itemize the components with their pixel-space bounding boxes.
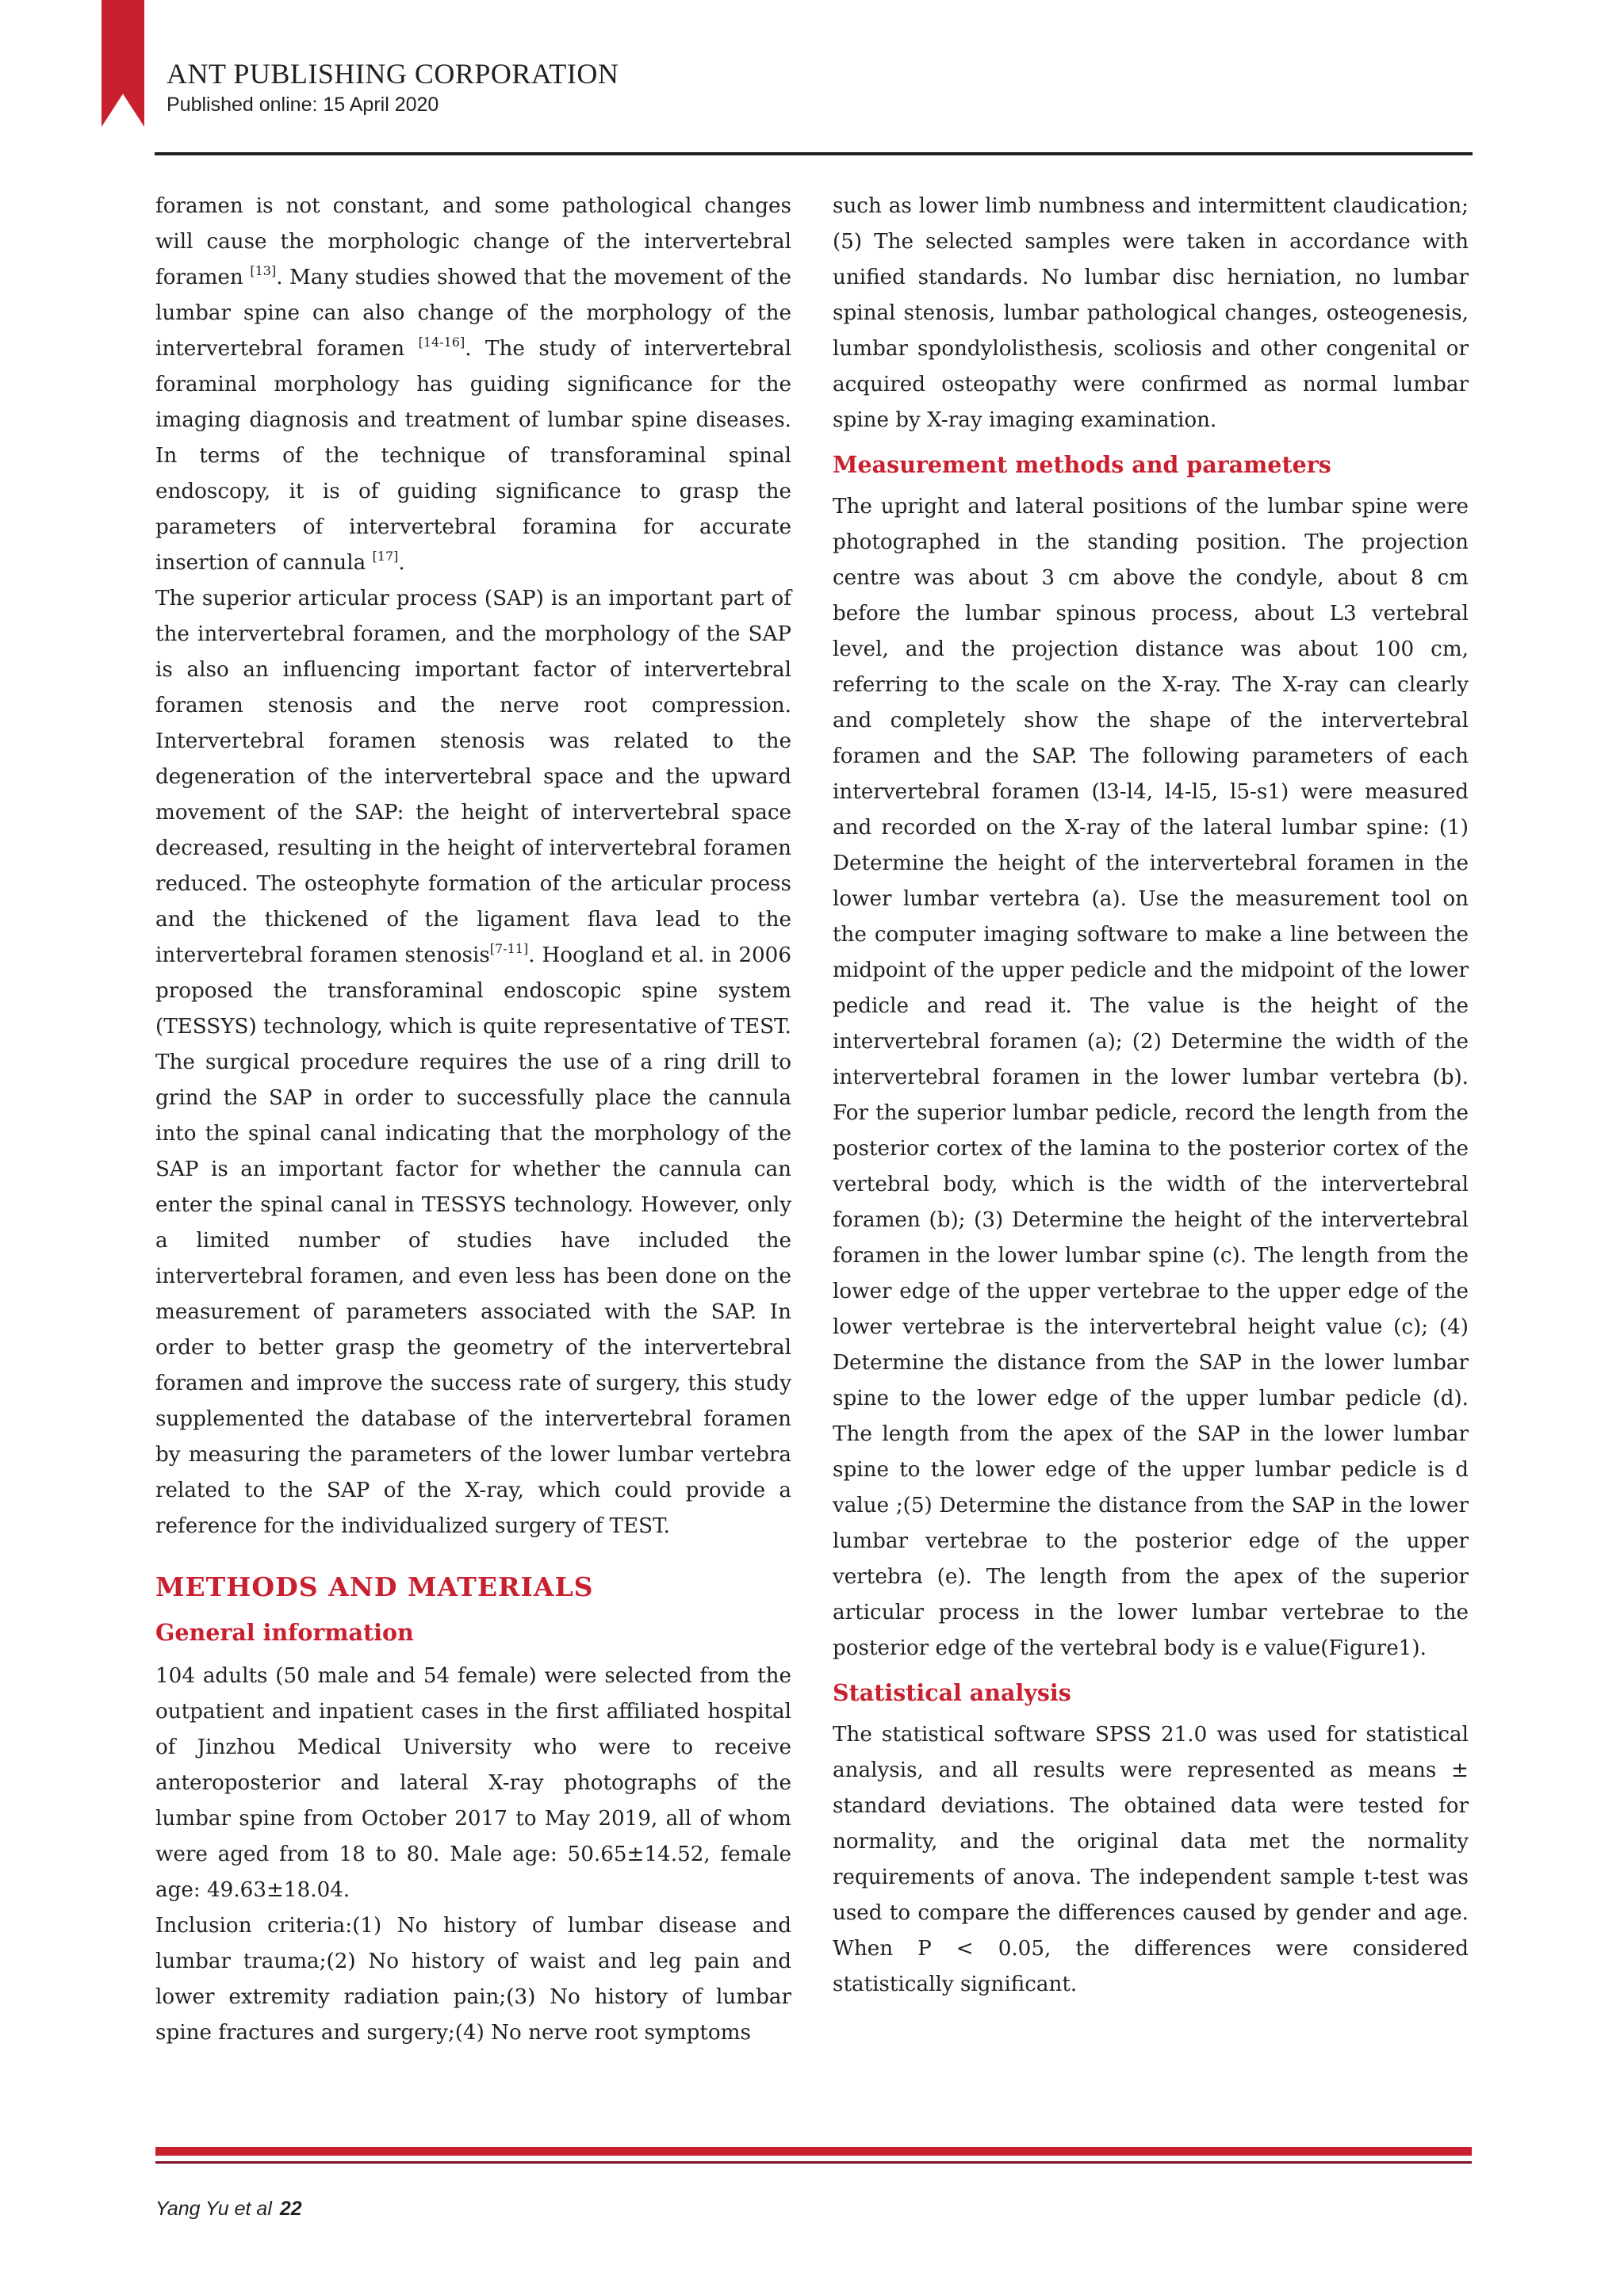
paragraph: Inclusion criteria:(1) No history of lumbar disease and lumbar trauma;(2) No history of waist and leg pain and lower extremity radiation pain;(3) No history of lumbar spine fractures and surgery;(4) No nerve root symptoms [155,1914,791,2045]
citation-ref[interactable]: [14-16] [418,335,465,350]
paragraph: The upright and lateral positions of the lumbar spine were photographed in the standing position. The projection centre was about 3 cm above the condyle, about 8 cm before the lumbar spinous process, about L3 vertebral level, and the projection distance was about 100 cm, referring to the scale on the X-ray. The X-ray can clearly and completely show the shape of the intervertebral foramen and the SAP. The following parameters of each intervertebral foramen (l3-l4, l4-l5, l5-s1) were measured and recorded on the X-ray of the lateral lumbar spine: (1) Determine the height of the intervertebral foramen in the lower lumbar vertebra (a). Use the measurement tool on the computer imaging software to make a line between the midpoint of the upper pedicle and the midpoint of the lower pedicle and read it. The value is the height of the intervertebral foramen (a); (2) Determine the width of the intervertebral foramen in the lower lumbar vertebra (b). For the superior lumbar pedicle, record the length from the posterior cortex of the lamina to the posterior cortex of the vertebral body, which is the width of the intervertebral foramen (b); (3) Determine the height of the intervertebral foramen in the lower lumbar spine (c). The length from the lower edge of the upper vertebrae to the upper edge of the lower vertebrae is the intervertebral height value (c); (4) Determine the distance from the SAP in the lower lumbar spine to the lower edge of the upper lumbar pedicle (d). The length from the apex of the SAP in the lower lumbar spine to the lower edge of the upper lumbar pedicle is d value ;(5) Determine the distance from the SAP in the lower lumbar vertebrae to the posterior edge of the upper vertebra (e). The length from the apex of the superior articular process in the lower lumbar vertebrae to the posterior edge of the vertebral body is e value(Figure1). [833,495,1469,1660]
citation-ref[interactable]: [17] [372,549,399,564]
running-author: Yang Yu et al [155,2198,272,2220]
left-column [155,189,791,2051]
publisher-name: ANT PUBLISHING CORPORATION [167,58,619,90]
subsection-heading: Measurement methods and parameters [833,451,1331,478]
page-footer [155,2198,302,2221]
header-divider [155,152,1473,155]
publication-date: Published online: 15 April 2020 [167,94,439,116]
paragraph: such as lower limb numbness and intermittent claudication;(5) The selected samples were taken in accordance with unified standards. No lumbar disc herniation, no lumbar spinal stenosis, lumbar pathological changes, osteogenesis, lumbar spondylolisthesis, scoliosis and other congenital or acquired osteopathy were confirmed as normal lumbar spine by X-ray imaging examination. [833,194,1469,432]
footer-divider [155,2147,1472,2156]
paragraph: The superior articular process (SAP) is an important part of the intervertebral foramen, and the morphology of the SAP is also an influencing important factor of intervertebral foramen stenosis and the nerve root compression. Intervertebral foramen stenosis was related to the degeneration of the intervertebral space and the upward movement of the SAP: the height of intervertebral space decreased, resulting in the height of intervertebral foramen reduced. The osteophyte formation of the articular process and the thickened of the ligament flava lead to the intervertebral foramen stenosis[7-11]. Hoogland et al. in 2006 proposed the transforaminal endoscopic spine system (TESSYS) technology, which is quite representative of TEST. The surgical procedure requires the use of a ring drill to grind the SAP in order to successfully place the cannula into the spinal canal indicating that the morphology of the SAP is an important factor for whether the cannula can enter the spinal canal in TESSYS technology. However, only a limited number of studies have included the intervertebral foramen, and even less has been done on the measurement of parameters associated with the SAP. In order to better grasp the geometry of the intervertebral foramen and improve the success rate of surgery, this study supplemented the database of the intervertebral foramen by measuring the parameters of the lower lumbar vertebra related to the SAP of the X-ray, which could provide a reference for the individualized surgery of TEST. [155,587,791,1538]
publisher-ribbon-mark [102,0,144,127]
subsection-heading: General information [155,1619,414,1646]
paragraph: 104 adults (50 male and 54 female) were selected from the outpatient and inpatient cases in the first affiliated hospital of Jinzhou Medical University who were to receive anteroposterior and lateral X-ray photographs of the lumbar spine from October 2017 to May 2019, all of whom were aged from 18 to 80. Male age: 50.65±14.52, female age: 49.63±18.04. [155,1664,791,1902]
citation-ref[interactable]: [7-11] [489,941,529,956]
subsection-heading: Statistical analysis [833,1679,1071,1706]
page-number: 22 [279,2198,302,2220]
section-heading: METHODS AND MATERIALS [155,1571,594,1602]
paragraph: The statistical software SPSS 21.0 was used for statistical analysis, and all results were represented as means ± standard deviations. The obtained data were tested for normality, and the original data met the normality requirements of anova. The independent sample t-test was used to compare the differences caused by gender and age. When P < 0.05, the differences were considered statistically significant. [833,1723,1469,1996]
paragraph: foramen is not constant, and some pathological changes will cause the morphologic change of the intervertebral foramen [13]. Many studies showed that the movement of the lumbar spine can also change of the morphology of the intervertebral foramen [14-16]. The study of intervertebral foraminal morphology has guiding significance for the imaging diagnosis and treatment of lumbar spine diseases. In terms of the technique of transforaminal spinal endoscopy, it is of guiding significance to grasp the parameters of intervertebral foramina for accurate insertion of cannula [17]. [155,194,791,575]
footer-divider-thin [155,2161,1472,2164]
citation-ref[interactable]: [13] [250,263,277,278]
right-column [833,189,1469,2003]
